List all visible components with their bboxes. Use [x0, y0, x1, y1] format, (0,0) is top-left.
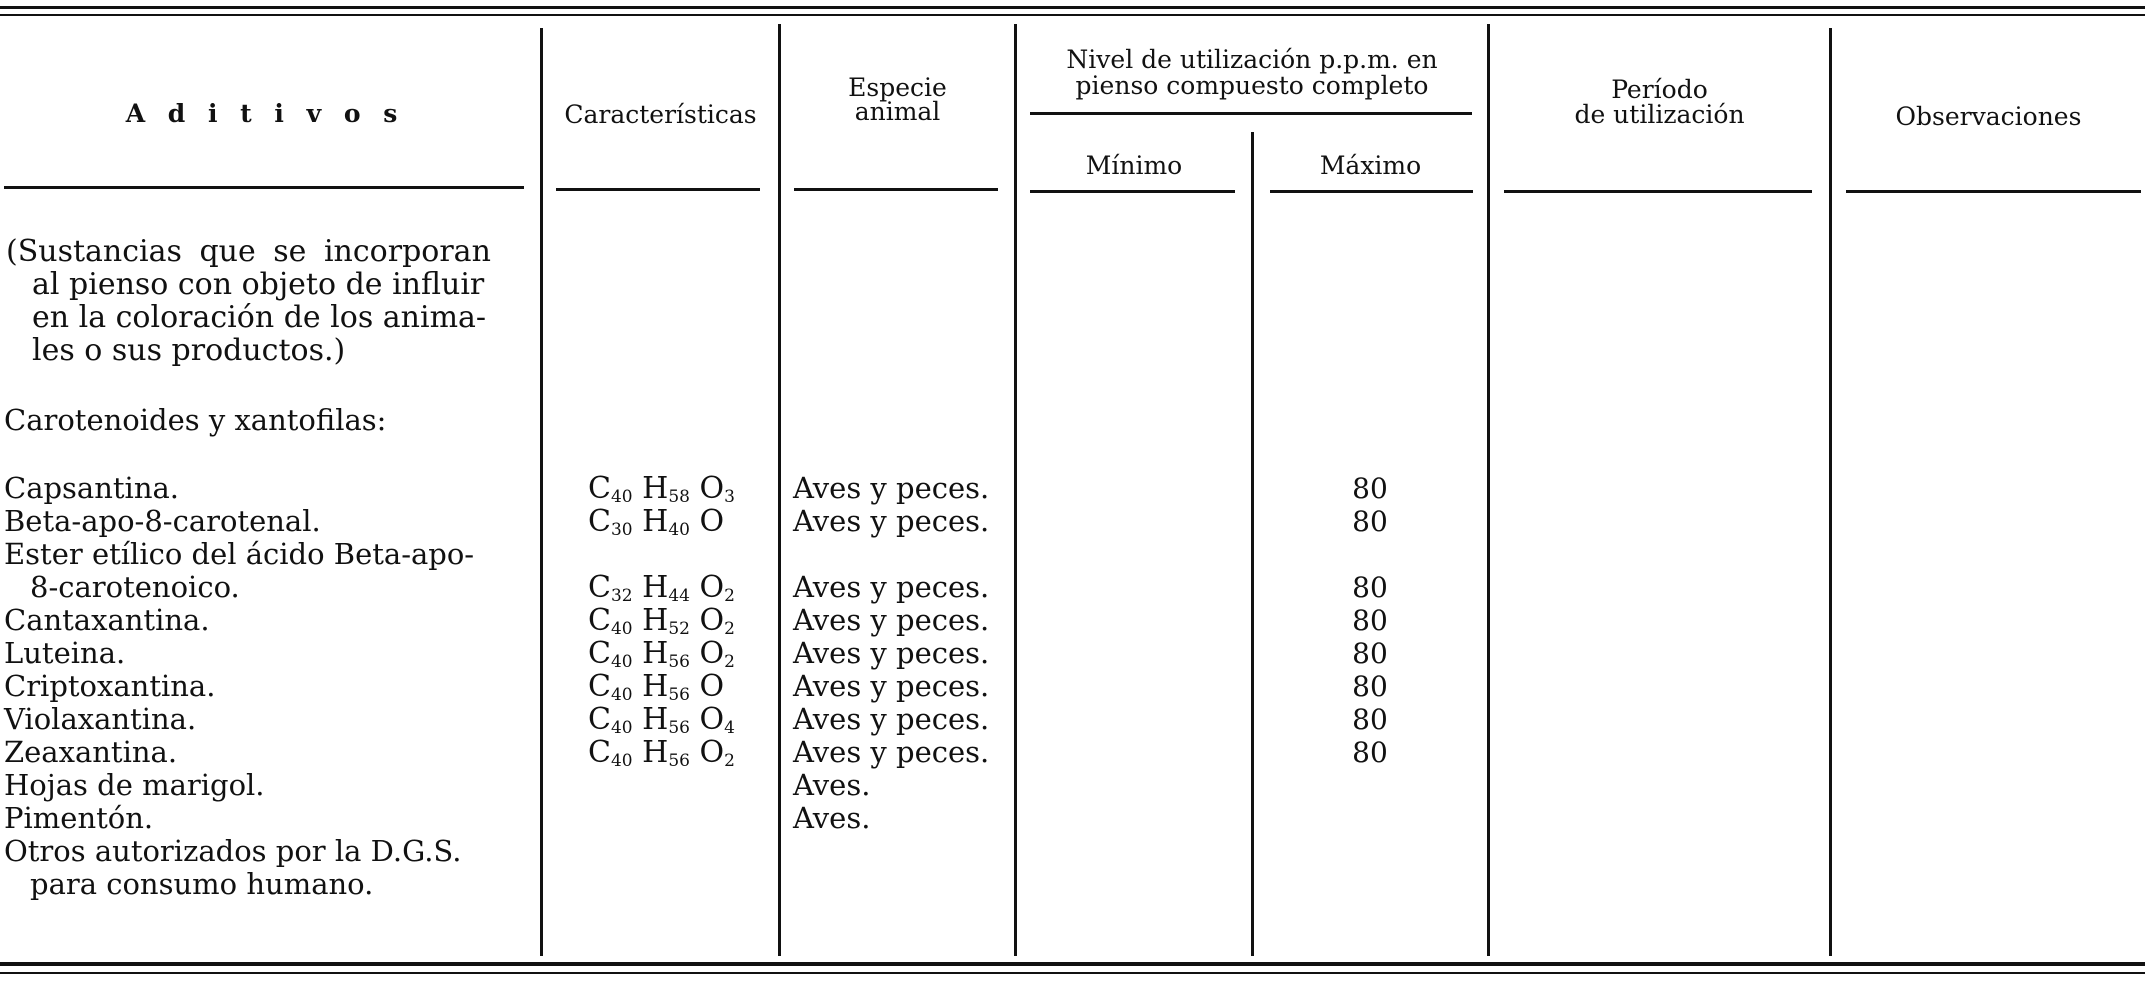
especie-animal: Aves y peces.: [793, 735, 990, 769]
additive-name: Hojas de marigol.: [4, 768, 265, 802]
bottom-rule-thin: [0, 972, 2145, 974]
formula-subscript: 40: [668, 520, 690, 540]
formula-subscript: 58: [668, 487, 690, 507]
chemical-formula: [588, 736, 735, 769]
formula-element: C: [588, 504, 611, 539]
chemical-formula: [588, 604, 735, 637]
formula-element: C: [588, 702, 611, 737]
formula-subscript: 2: [724, 619, 735, 639]
formula-element: O: [699, 471, 725, 506]
chemical-formula: [588, 703, 735, 736]
nivel-maximo: 80: [1352, 637, 1388, 670]
formula-element: O: [699, 702, 725, 737]
header-underline-caracteristicas: [556, 188, 760, 191]
formula-subscript: 40: [610, 718, 633, 738]
header-underline-nivel: [1030, 112, 1472, 115]
formula-element: H: [642, 702, 669, 737]
col-separator-4: [1487, 24, 1490, 956]
top-rule-thin: [0, 14, 2145, 16]
nivel-maximo: 80: [1352, 703, 1388, 736]
especie-animal: Aves y peces.: [793, 636, 990, 670]
formula-element: C: [588, 735, 611, 770]
formula-element: O: [699, 669, 725, 704]
additive-name: Zeaxantina.: [4, 735, 178, 769]
additive-name: Violaxantina.: [4, 702, 197, 736]
formula-subscript: 44: [668, 586, 690, 606]
additive-name: Cantaxantina.: [4, 603, 210, 637]
formula-element: H: [642, 471, 669, 506]
especie-animal: Aves.: [793, 801, 871, 835]
top-rule-thick: [0, 6, 2145, 9]
header-underline-especie: [794, 188, 998, 191]
header-especie-line2: animal: [854, 97, 941, 126]
bottom-rule-thick: [0, 962, 2145, 966]
formula-subscript: 2: [724, 652, 735, 672]
nivel-maximo: 80: [1352, 472, 1388, 505]
header-caracteristicas: Características: [564, 100, 757, 129]
chemical-formula: [588, 505, 724, 538]
header-nivel-line2: pienso compuesto completo: [1075, 71, 1429, 100]
formula-subscript: 40: [610, 685, 633, 705]
formula-subscript: 40: [610, 652, 633, 672]
formula-element: H: [642, 603, 669, 638]
formula-element: C: [588, 669, 611, 704]
formula-subscript: 52: [668, 619, 690, 639]
additive-name: Luteina.: [4, 636, 126, 670]
formula-element: O: [699, 603, 725, 638]
col-separator-5: [1829, 28, 1832, 956]
especie-animal: Aves y peces.: [793, 504, 990, 538]
header-periodo-line1: Período: [1611, 75, 1708, 104]
especie-animal: Aves y peces.: [793, 471, 990, 505]
nivel-maximo: 80: [1352, 670, 1388, 703]
especie-animal: Aves y peces.: [793, 669, 990, 703]
formula-subscript: 3: [724, 487, 735, 507]
header-underline-aditivos: [4, 186, 524, 189]
col-separator-2: [778, 24, 781, 956]
intro-line-4: les o sus productos.): [32, 333, 346, 368]
formula-subscript: 2: [724, 586, 735, 606]
intro-paragraph: [6, 235, 491, 367]
chemical-formula: [588, 571, 735, 604]
header-underline-observaciones: [1846, 190, 2141, 193]
header-maximo: Máximo: [1319, 151, 1422, 180]
header-underline-maximo: [1270, 190, 1473, 193]
header-underline-periodo: [1504, 190, 1812, 193]
especie-animal: Aves y peces.: [793, 702, 990, 736]
header-minimo: Mínimo: [1085, 151, 1183, 180]
additive-name-continuation: para consumo humano.: [30, 867, 374, 901]
additive-name: Capsantina.: [4, 471, 180, 505]
nivel-maximo: 80: [1352, 604, 1388, 637]
formula-element: C: [588, 471, 611, 506]
formula-element: H: [642, 636, 669, 671]
additive-name: Otros autorizados por la D.G.S.: [4, 834, 462, 868]
intro-line-2: al pienso con objeto de influir: [32, 267, 485, 302]
formula-element: O: [699, 735, 725, 770]
header-especie-line1: Especie: [848, 73, 947, 102]
especie-animal: Aves y peces.: [793, 603, 990, 637]
formula-element: O: [699, 504, 725, 539]
especie-animal: Aves.: [793, 768, 871, 802]
formula-subscript: 2: [724, 751, 735, 771]
intro-line-3: en la coloración de los anima-: [32, 300, 487, 335]
chemical-formula: [588, 472, 735, 505]
additive-name: Beta-apo-8-carotenal.: [4, 504, 321, 538]
formula-subscript: 56: [668, 685, 690, 705]
header-observaciones: Observaciones: [1895, 102, 2082, 131]
header-underline-minimo: [1030, 190, 1235, 193]
formula-subscript: 56: [668, 751, 690, 771]
section-title: Carotenoides y xantofilas:: [4, 403, 387, 437]
formula-subscript: 40: [610, 751, 633, 771]
formula-subscript: 4: [724, 718, 735, 738]
formula-subscript: 40: [610, 487, 633, 507]
formula-element: C: [588, 603, 611, 638]
formula-subscript: 32: [610, 586, 633, 606]
especie-animal: Aves y peces.: [793, 570, 990, 604]
header-aditivos: A d i t i v o s: [125, 99, 405, 128]
formula-element: H: [642, 735, 669, 770]
formula-element: C: [588, 636, 611, 671]
additive-name: Pimentón.: [4, 801, 154, 835]
col-separator-1: [540, 28, 543, 956]
additive-name: Criptoxantina.: [4, 669, 216, 703]
formula-subscript: 56: [668, 718, 690, 738]
formula-subscript: 40: [610, 619, 633, 639]
header-nivel-line1: Nivel de utilización p.p.m. en: [1066, 45, 1438, 74]
formula-element: H: [642, 504, 669, 539]
formula-element: H: [642, 570, 669, 605]
nivel-maximo: 80: [1352, 571, 1388, 604]
formula-subscript: 56: [668, 652, 690, 672]
additive-name: Ester etílico del ácido Beta-apo-: [4, 537, 475, 571]
col-separator-min-max: [1251, 132, 1254, 956]
chemical-formula: [588, 670, 724, 703]
formula-element: O: [699, 636, 725, 671]
nivel-maximo: 80: [1352, 505, 1388, 538]
intro-line-1: (Sustancias que se incorporan: [6, 234, 491, 269]
additive-name-continuation: 8-carotenoico.: [30, 570, 240, 604]
header-periodo-line2: de utilización: [1574, 100, 1745, 129]
chemical-formula: [588, 637, 735, 670]
formula-element: O: [699, 570, 725, 605]
formula-subscript: 30: [610, 520, 633, 540]
nivel-maximo: 80: [1352, 736, 1388, 769]
formula-element: C: [588, 570, 611, 605]
formula-element: H: [642, 669, 669, 704]
